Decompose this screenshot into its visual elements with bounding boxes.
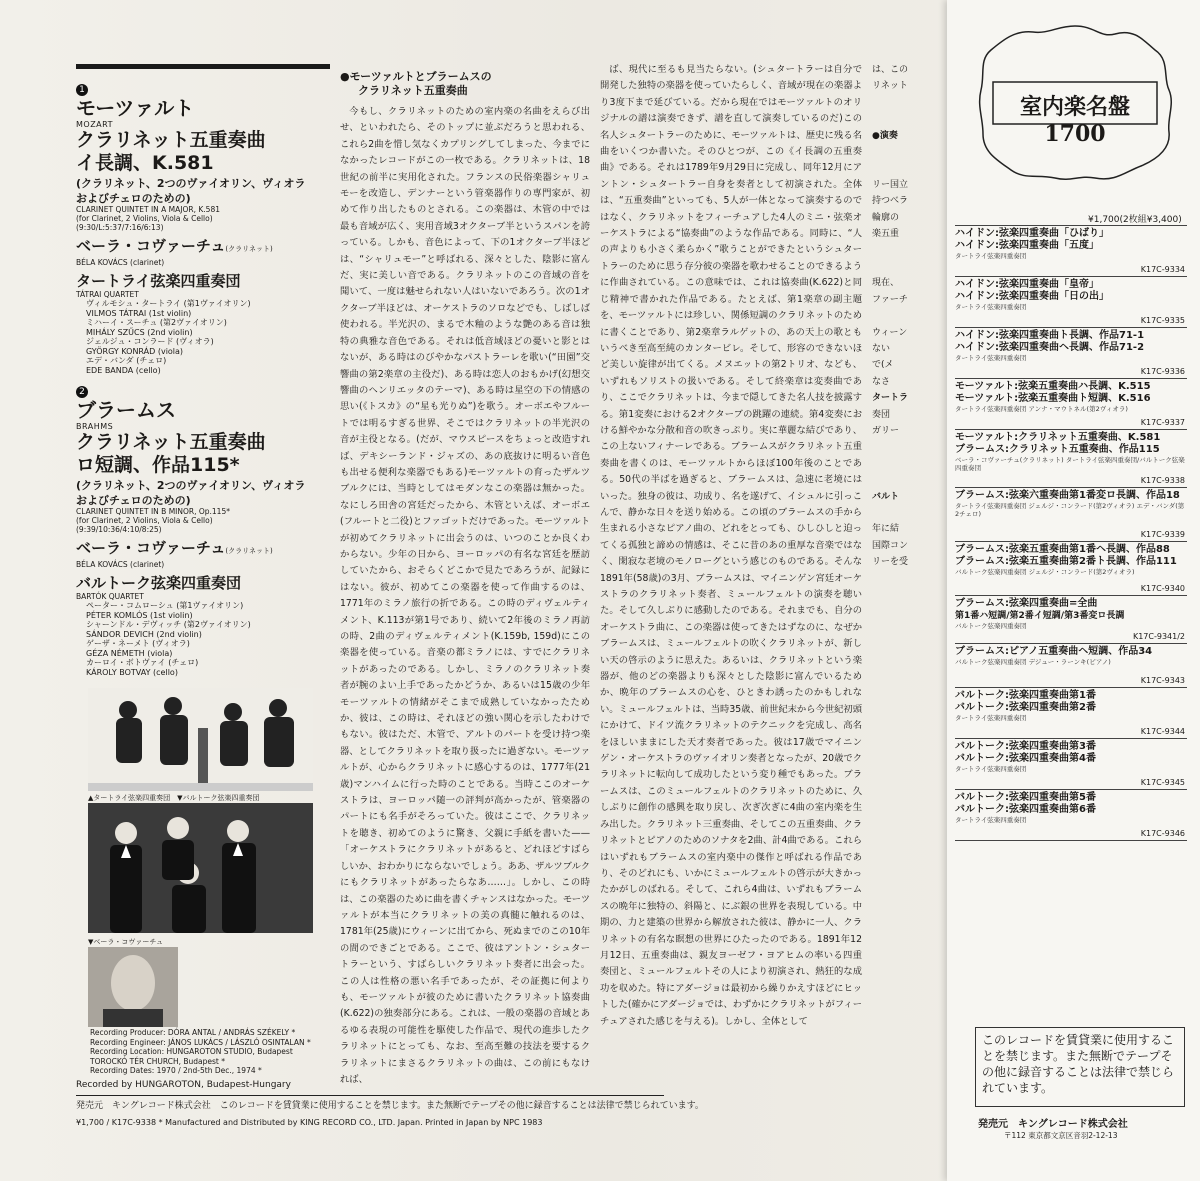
member-list bbox=[76, 601, 330, 677]
series-catalog-list bbox=[955, 225, 1187, 841]
soloist-en: BÉLA KOVÁCS (clarinet) bbox=[76, 560, 165, 569]
catalog-number: K17C-9344 bbox=[1140, 727, 1185, 736]
catalog-item bbox=[955, 643, 1187, 687]
catalog-item bbox=[955, 487, 1187, 541]
member: GYÖRGY KONRÁD (viola) bbox=[86, 346, 184, 356]
credit-line: Recording Engineer: JÁNOS LUKÁCS / LÁSZLÓ OSINTALAN * bbox=[90, 1037, 311, 1047]
catalog-title: ブラームス:弦楽四重奏曲=全曲 bbox=[955, 598, 1098, 609]
member: ジェルジュ・コンラード (ヴィオラ) bbox=[86, 337, 214, 346]
catalog-item bbox=[955, 276, 1187, 327]
edge-line: で(メ bbox=[872, 360, 894, 371]
catalog-performer: タートライ弦楽四重奏団 bbox=[955, 252, 1027, 260]
edge-line: ガリー bbox=[872, 425, 900, 436]
catalog-item bbox=[955, 429, 1187, 487]
series-badge bbox=[975, 20, 1175, 185]
catalog-number: K17C-9340 bbox=[1140, 584, 1185, 593]
composer-latin: BRAHMS bbox=[76, 422, 114, 431]
soloist-name: ベーラ・コヴァーチュ bbox=[76, 237, 226, 255]
edge-line: 楽五重 bbox=[872, 229, 900, 240]
instrumentation-en: (for Clarinet, 2 Violins, Viola & Cello) bbox=[76, 516, 213, 525]
catalog-title: ハイドン:弦楽四重奏曲ト長調、作品71-1 bbox=[955, 330, 1145, 341]
edge-line: 年に結 bbox=[872, 524, 900, 535]
member: ミハーイ・スーチュ (第2ヴァイオリン) bbox=[86, 318, 227, 327]
photo-caption-quartets: ▲タートライ弦楽四重奏団 ▼バルトーク弦楽四重奏団 bbox=[88, 794, 260, 802]
soloist bbox=[76, 238, 330, 258]
instrumentation-2: およびチェロのための) bbox=[76, 192, 191, 205]
catalog-number: K17C-9341/2 bbox=[1132, 632, 1185, 641]
catalog-number: K17C-9346 bbox=[1140, 829, 1185, 838]
catalog-number: K17C-9334 bbox=[1140, 265, 1185, 274]
article-column-1 bbox=[340, 70, 590, 1124]
work-title: クラリネット五重奏曲 bbox=[76, 129, 266, 151]
edge-line: バルト bbox=[872, 491, 900, 502]
edge-line: リー国立 bbox=[872, 179, 909, 190]
work-key: ロ短調、作品115* bbox=[76, 454, 240, 476]
catalog-title-2: バルトーク:弦楽四重奏曲第6番 bbox=[955, 804, 1096, 815]
composer-brahms: ブラームス bbox=[76, 398, 176, 422]
member: カーロイ・ボトヴァイ (チェロ) bbox=[86, 658, 199, 667]
edge-line: 輪廓の bbox=[872, 212, 900, 223]
edge-line: リーを受 bbox=[872, 557, 909, 568]
member: ゲーザ・ネーメト (ヴィオラ) bbox=[86, 639, 190, 648]
edge-line bbox=[872, 456, 908, 472]
catalog-performer: タートライ弦楽四重奏団 bbox=[955, 765, 1027, 773]
edge-line: は、この bbox=[872, 65, 909, 75]
footer-catalog: ¥1,700 / K17C-9338 * Manufactured and Distributed by KING RECORD CO., LTD. Japan. Printed in Japan by NPC 1983 bbox=[76, 1118, 543, 1127]
catalog-performer: バルトーク弦楽四重奏団 bbox=[955, 622, 1027, 630]
edge-line: 奏団 bbox=[872, 409, 891, 420]
catalog-title: ハイドン:弦楽四重奏曲「皇帝」 bbox=[955, 279, 1099, 290]
catalog-title-2: バルトーク:弦楽四重奏曲第2番 bbox=[955, 702, 1096, 713]
work-title-en: CLARINET QUINTET IN A MAJOR, K.581 bbox=[76, 205, 220, 214]
catalog-title: ブラームス:弦楽五重奏曲第1番ヘ長調、作品88 bbox=[955, 544, 1170, 555]
photo-bartok-quartet bbox=[88, 803, 313, 933]
catalog-title: バルトーク:弦楽四重奏曲第3番 bbox=[955, 741, 1096, 752]
publisher-address: 〒112 東京都文京区音羽2-12-13 bbox=[1004, 1131, 1118, 1140]
work-number-2: 2 bbox=[76, 386, 88, 398]
catalog-performer: バルトーク弦楽四重奏団 ジェルジ・コンラード(第2ヴィオラ) bbox=[955, 568, 1135, 576]
edge-line bbox=[872, 95, 908, 111]
catalog-item bbox=[955, 225, 1187, 276]
catalog-item bbox=[955, 541, 1187, 595]
member: エデ・バンダ (チェロ) bbox=[86, 356, 167, 365]
article-column-3-edge bbox=[872, 62, 908, 571]
work-title-en: CLARINET QUINTET IN B MINOR, Op.115* bbox=[76, 507, 230, 516]
soloist bbox=[76, 540, 330, 560]
catalog-performer: タートライ弦楽四重奏団 bbox=[955, 354, 1027, 362]
catalog-performer: ベーラ・コヴァーチュ(クラリネット) タートライ弦楽四重奏団/バルトーク弦楽四重奏団 bbox=[955, 456, 1185, 472]
recorded-by: Recorded by HUNGAROTON, Budapest-Hungary bbox=[76, 1080, 291, 1090]
soloist-role: (クラリネット) bbox=[225, 245, 273, 253]
series-title: 室内楽名盤1700 bbox=[1019, 94, 1130, 147]
catalog-number: K17C-9338 bbox=[1140, 476, 1185, 485]
soloist-role: (クラリネット) bbox=[225, 547, 273, 555]
soloist-name: ベーラ・コヴァーチュ bbox=[76, 539, 226, 557]
catalog-title: ブラームス:弦楽六重奏曲第1番変ロ長調、作品18 bbox=[955, 490, 1180, 501]
catalog-title-2: ブラームス:弦楽五重奏曲第2番ト長調、作品111 bbox=[955, 556, 1177, 567]
quartet-en: BARTÓK QUARTET bbox=[76, 592, 144, 601]
edge-line bbox=[872, 111, 908, 127]
catalog-title-2: ハイドン:弦楽四重奏曲「五度」 bbox=[955, 240, 1099, 251]
edge-line: ない bbox=[872, 343, 891, 354]
article-text: ば、現代に至るも見当たらない。(シュタートラーは自分で開発した独特の楽器を使っていたらしく、音域が現在の楽器より3度下まで延びている。だから現在ではモーツァルトのオリジナルの譜は演奏できず、譜を直して演奏しているのだ)この名人シュタートラーのために、モーツァルトは、歴史に残る名曲をいくつか書いた。そのひとつが、この《イ長調の五重奏曲》である。それは1789年9月29日に完成し、同年12月にアントン・シュタートラー自身を奏者として初演された。全体は、“五重奏曲”といっても、5人が一体となって演奏するのではなく、クラリネットをフィーチュアした4人のミニ・弦楽オーケストラによる“協奏曲”のような作品である。同時に、“人の声よりも小さく柔らかく”歌うことができたというシュタートラーのために思う存分彼の楽器を歌わせることのできるように作曲されている。この意味では、これは協奏曲(K.622)と同じ精神で書かれた作品である。たとえば、第1楽章の副主題を、モーツァルトには珍しい、関係短調のクラリネットのために書くことであり、第2楽章ラルゲットの、あの天上の歌ともいうべき至高至純のカンタービレ。そして、形容のできないほど美しい旋律が出てくる。メヌエットの第2トリオ、なども、いずれもソリストの扱いである。そして終楽章は変奏曲であり、ここでクラリネットは、今まで隠してきた名人技を披露する。第1変奏における2オクターブの跳躍の連続。第4変奏における鮮やかな分散和音の吹きっぷり。実に華麗な結びであり、この上ないフィナーレである。ブラームスがクラリネット五重奏曲を書くのは、モーツァルトからほぼ100年後のことである。50代の半ばを過ぎると、ブラームスは、急速に老境にはいった。独身の彼は、功成り、名を遂げて、イシュルに引っこんで、静かな日々を送り始める。この頃のブラームスの手から生まれる小さなピアノ曲の、どれをとっても、ひしひしと迫ってくる孤独と諦めの情感は、そこに昔のあの重厚な音楽ではなく、閑寂な老境のモノローグという感じのものである。そんな1891年(58歳)の3月、ブラームスは、マイニンゲン宮廷オーケストラのクラリネット奏者、ミュールフェルトの演奏を聴いた。そして久しぶりに感動したのである。それまでも、自分のオーケストラ曲に、この楽器は使ってきたはずなのに、なぜかブラームスは、ミュールフェルトの吹くクラリネットが、新しい天の啓示のように思えた。あるいは、クラリネットという楽器が、他のどの楽器よりも深々とした陰影に富んでいるためか、晩年のブラームスの心を、ひときわ誘ったのかもしれない。ミュールフェルトは、当時35歳、前世紀末から今世紀初頭にかけて、ドイツ流クラリネットのテクニックを完成し、高名をほしいままにした天才奏者であった。彼は17歳でマイニンゲン・オーケストラのヴァイオリン奏者となったが、20歳でクラリネットに転向して成功したという変り種でもあった。ブラームスは、このミュールフェルトのクラリネットのために、久しぶりに創作の感興を取り戻し、次ぎ次ぎに4曲の室内楽を生み出した。クラリネット三重奏曲、そしてこの五重奏曲、クラリネットとピアノのためのソナタを2曲、計4曲である。これらはいずれもブラームスの室内楽中の傑作と呼ばれる作品であり、そのどれにも、いかにミュールフェルトの啓示が大きかったかがしのばれる。そして、これら4曲は、いずれもブラームスの晩年に独特の、斜陽と、にぶ銀の世界を表現している。中期の、力と建築の世界から解放された彼は、静かに一人、クラリネットの有名な瞑想の世界にひたったのである。1891年12月12日、五重奏曲は、親友ヨーゼフ・ヨアヒムの率いる四重奏団と、ミュールフェルトその人により初演され、熱狂的な成功を収めた。特にアダージョは最初から繰りかえすほどにヒットした(確かにアダージョでは、わずかにクラリネットがフィーチュアされた感じを与える)。しかし、全体として bbox=[600, 64, 862, 1027]
edge-line: タートラ bbox=[872, 393, 909, 404]
edge-line bbox=[872, 472, 908, 488]
track-listing bbox=[76, 64, 330, 677]
catalog-performer: バルトーク弦楽四重奏団 デジュー・ラーンキ(ピアノ) bbox=[955, 658, 1111, 666]
quartet-en: TÁTRAI QUARTET bbox=[76, 290, 139, 299]
catalog-performer: タートライ弦楽四重奏団 bbox=[955, 303, 1027, 311]
work-key: イ長調、K.581 bbox=[76, 152, 214, 174]
edge-line bbox=[872, 308, 908, 324]
edge-line bbox=[872, 439, 908, 455]
edge-line: 国際コン bbox=[872, 540, 909, 551]
catalog-number: K17C-9335 bbox=[1140, 316, 1185, 325]
publisher: 発売元 キングレコード株式会社 bbox=[978, 1119, 1128, 1130]
credit-line: Recording Producer: DÓRA ANTAL / ANDRÁS SZÉKELY * bbox=[90, 1028, 296, 1037]
catalog-title: バルトーク:弦楽四重奏曲第5番 bbox=[955, 792, 1096, 803]
credit-line: Recording Dates: 1970 / 2nd-5th Dec., 1974 * bbox=[90, 1066, 262, 1075]
photo-tatrai-quartet bbox=[88, 688, 313, 791]
edge-line bbox=[872, 505, 908, 521]
catalog-title-2: モーツァルト:弦楽五重奏曲ト短調、K.516 bbox=[955, 393, 1151, 404]
catalog-title-2: ハイドン:弦楽四重奏曲「日の出」 bbox=[955, 291, 1109, 302]
catalog-item bbox=[955, 378, 1187, 429]
edge-line bbox=[872, 160, 908, 176]
catalog-performer: タートライ弦楽四重奏団 アンナ・マウトネル(第2ヴィオラ) bbox=[955, 405, 1128, 413]
member: VILMOS TÁTRAI (1st violin) bbox=[86, 308, 192, 318]
photo-caption-kovacs: ▼ベーラ・コヴァーチュ bbox=[88, 938, 164, 946]
rental-prohibition-notice: このレコードを賃貸業に使用することを禁じます。また無断でテープその他に録音することは法律で禁じられています。 bbox=[975, 1027, 1185, 1107]
credit-line: TOROCKÓ TÉR CHURCH, Budapest * bbox=[90, 1056, 226, 1066]
edge-line bbox=[872, 144, 908, 160]
catalog-number: K17C-9339 bbox=[1140, 530, 1185, 539]
catalog-number: K17C-9336 bbox=[1140, 367, 1185, 376]
edge-line: なさ bbox=[872, 376, 891, 387]
recording-credits bbox=[90, 1028, 330, 1076]
edge-line: ●演奏 bbox=[872, 130, 898, 141]
catalog-item bbox=[955, 595, 1187, 643]
article-column-2 bbox=[600, 62, 862, 1092]
catalog-performer: タートライ弦楽四重奏団 bbox=[955, 816, 1027, 824]
member: ペーター・コムローシュ (第1ヴァイオリン) bbox=[86, 601, 244, 610]
catalog-title-2: 第1番ハ短調/第2番イ短調/第3番変ロ長調 bbox=[955, 611, 1125, 621]
catalog-title-2: ブラームス:クラリネット五重奏曲、作品115 bbox=[955, 444, 1160, 455]
member-list bbox=[76, 299, 330, 375]
member: シャーンドル・デヴィッチ (第2ヴァイオリン) bbox=[86, 620, 251, 629]
member: ヴィルモシュ・タートライ (第1ヴァイオリン) bbox=[86, 299, 251, 308]
catalog-title: ブラームス:ピアノ五重奏曲ヘ短調、作品34 bbox=[955, 646, 1153, 657]
work-number-1: 1 bbox=[76, 84, 88, 96]
edge-line: ウィーン bbox=[872, 327, 908, 338]
footer-notice: 発売元 キングレコード株式会社 このレコードを賃貸業に使用することを禁じます。また無断でテープその他に録音することは法律で禁じられています。 bbox=[76, 1101, 704, 1111]
instrumentation-2: およびチェロのための) bbox=[76, 494, 191, 507]
member: SÁNDOR DEVICH (2nd violin) bbox=[86, 629, 202, 639]
catalog-number: K17C-9343 bbox=[1140, 676, 1185, 685]
edge-line bbox=[872, 259, 908, 275]
catalog-performer: タートライ弦楽四重奏団 bbox=[955, 714, 1027, 722]
member: GÉZA NÉMETH (viola) bbox=[86, 648, 173, 658]
edge-line: 持つべラ bbox=[872, 196, 909, 207]
article-heading: ●モーツァルトとブラームスの bbox=[340, 70, 492, 83]
catalog-title: モーツァルト:クラリネット五重奏曲、K.581 bbox=[955, 432, 1161, 443]
article-text: 今もし、クラリネットのための室内楽の名曲をえらび出せ、といわれたら、そのトップに並ぶだろうと思われる、これら2曲を惜し気なくカプリングしてしまった、今までになかったレコードがこの一枚である。クラリネットは、18世紀の前半に実用化された。フランスの民俗楽器シャリュモーを改造し、デンナーという管楽器作りの専門家が、初めて作り出したものとされる。この楽器は、木管の中では最も音域が広く、実用音域3オクターブ半というスパンを誇っている。しかも、音色によって、下の1オクターブ半ほどは、“シャリュモー”と呼ばれる、深々とした、陰影に富んだ、実に美しい音である。クラリネットのこの音域の音を聞いて、一度は魅せられない人はいないであろう。次の1オクターブ半ほどは、オーケストラのソロなどでも、しばしば使われる。半光沢の、まるで木釉のような艶のある音は独特の典雅な音色である。それは低音域ほどの憂いと影とはないが、ある時はのびやかなパストラーレを歌い(“田園”交響曲の第2楽章の主役だ)、ある時は恋人のおもかげ(幻想交響曲のヘンリエッタのテーマ)、ある時は星空の下の情感の思い(《トスカ》の“星も光りぬ”)を歌う。オーボエやフルートでは明るすぎる世界、そこではクラリネットの半光沢の音が主役となる。(だが、マウスピースをちょっと改造すれば、デキシーランド・ジャズの、あの底抜けに明るい音色も出せる便利な楽器でもある)モーツァルトの育ったザルツブルクには、当時としてはモダンなこの楽器は無かった。なにしろ田舎の宮廷だったから、木管といえば、オーボエ(フルートと二役)とファゴットだけであった。モーツァルトが初めてクラリネットに出会うのは、いつのことか良くわからない。少年の日から、ヨーロッパの有名な宮廷を歴訪していたから、おそらくどこかで見たであろうが、記録にはない。彼が、初めてこの楽器を使って作曲するのは、1771年のミラノ旅行の折である。この時のディヴェルティメント、K.113が第1号であり、続いて2年後のミラノ再訪の時、2曲のディヴェルティメント(K.159b, 159d)にこの楽器を使っている。音楽の都ミラノには、すでにクラリネットがあったのである。しかし、ミラノのクラリネット奏者が腕のよい上手であったかどうか、あるいは15歳の少年モーツァルトの情緒がそこまで成熟していなかったためか、彼は、この時は、それほどの強い関心を示したわけでもない。彼はただ、木管で、アルトのパートを受け持つ楽器、としてクラリネットを取り扱ったに過ぎない。モーツァルトが、心からクラリネットに感心するのは、1777年(21歳)マンハイムに行った時のことである。当時ここのオーケストラは、ヨーロッパ随一の評判が高かったが、管楽器のパートにも名手がそろっていた。彼はここで、クラリネットを聴き、初めてのように驚き、父親に手紙を書いた——「オーケストラにクラリネットがあると、どれほどすばらしいか、おわかりにならないでしょう。ああ、ザルツブルクにもクラリネットがあったらなあ……」。しかし、この時は、この楽器のために曲を書くチャンスはなかった。モーツァルトが本当にクラリネットの美の真髄に触れるのは、1781年(25歳)にウィーンに出てから、死ぬまでのこの10年の間のできごとである。ここで、彼はアントン・シュタートラーという、すばらしいクラリネット奏者に出会った。この人は性格の悪い名手であったが、その証拠に何よりも、モーツァルトが彼のために書いたクラリネット協奏曲(K.622)の独奏部分にある。これは、一般の楽器の音域とあるゆる表現の可能性を駆使した作品で、現代の進歩したクラリネットにとっても、なお、至高至難の技法を要するクラリネットにまさるクラリネットの曲は、この前にもなければ、 bbox=[340, 106, 590, 1085]
article-heading-2: クラリネット五重奏曲 bbox=[358, 84, 468, 97]
soloist-en: BÉLA KOVÁCS (clarinet) bbox=[76, 258, 165, 267]
member: PÉTER KOMLÓS (1st violin) bbox=[86, 610, 193, 620]
member: MIHÁLY SZŰCS (2nd violin) bbox=[86, 327, 193, 337]
catalog-number: K17C-9337 bbox=[1140, 418, 1185, 427]
member: EDE BANDA (cello) bbox=[86, 365, 161, 375]
catalog-item bbox=[955, 327, 1187, 378]
price: ¥1,700(2枚組¥3,400) bbox=[1088, 215, 1182, 225]
composer-mozart: モーツァルト bbox=[76, 96, 195, 120]
catalog-title-2: ハイドン:弦楽四重奏曲ヘ長調、作品71-2 bbox=[955, 342, 1145, 353]
catalog-title: バルトーク:弦楽四重奏曲第1番 bbox=[955, 690, 1096, 701]
credit-line: Recording Location: HUNGAROTON STUDIO, Budapest bbox=[90, 1047, 293, 1056]
catalog-title: ハイドン:弦楽四重奏曲「ひばり」 bbox=[955, 228, 1109, 239]
edge-line bbox=[872, 242, 908, 258]
timings: (9:39/10:36/4:10/8:25) bbox=[76, 525, 162, 534]
catalog-number: K17C-9345 bbox=[1140, 778, 1185, 787]
catalog-item bbox=[955, 687, 1187, 738]
edge-line: リネット bbox=[872, 81, 908, 92]
catalog-performer: タートライ弦楽四重奏団 ジェルジ・コンラード(第2ヴィオラ) エデ・バンダ(第2チェロ) bbox=[955, 502, 1185, 518]
catalog-item bbox=[955, 738, 1187, 789]
member: KÁROLY BOTVAY (cello) bbox=[86, 667, 178, 677]
edge-line: ファーチ bbox=[872, 294, 908, 305]
catalog-title-2: バルトーク:弦楽四重奏曲第4番 bbox=[955, 753, 1096, 764]
edge-line: 現在、 bbox=[872, 278, 900, 289]
photo-bela-kovacs bbox=[88, 947, 178, 1027]
composer-latin: MOZART bbox=[76, 120, 114, 129]
top-rule bbox=[76, 64, 330, 69]
timings: (9:30/L:5:37/7:16/6:13) bbox=[76, 223, 164, 232]
quartet-name: バルトーク弦楽四重奏団 bbox=[76, 574, 242, 592]
work-title: クラリネット五重奏曲 bbox=[76, 431, 266, 453]
instrumentation: (クラリネット、2つのヴァイオリン、ヴィオラ bbox=[76, 479, 306, 492]
catalog-title: モーツァルト:弦楽五重奏曲ハ長調、K.515 bbox=[955, 381, 1151, 392]
catalog-item bbox=[955, 789, 1187, 841]
quartet-name: タートライ弦楽四重奏団 bbox=[76, 272, 241, 290]
instrumentation: (クラリネット、2つのヴァイオリン、ヴィオラ bbox=[76, 177, 306, 190]
instrumentation-en: (for Clarinet, 2 Violins, Viola & Cello) bbox=[76, 214, 213, 223]
